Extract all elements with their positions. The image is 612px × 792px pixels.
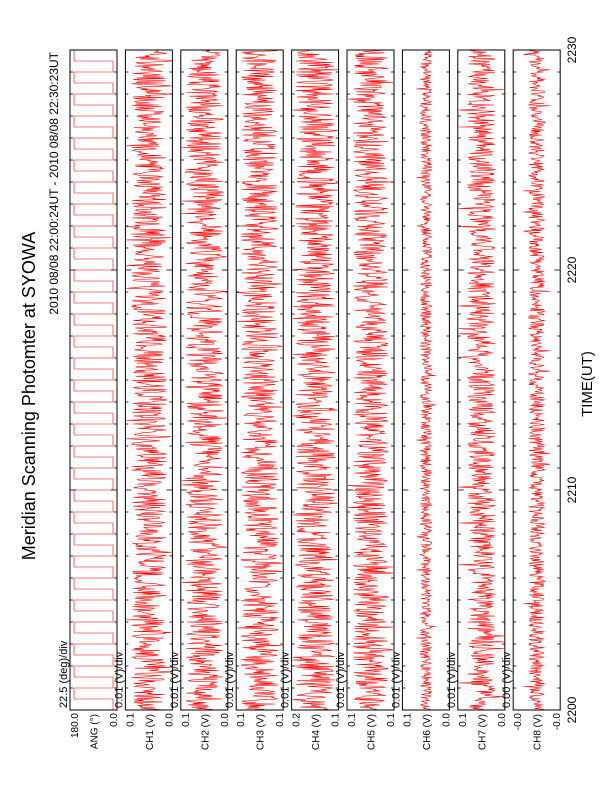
panel-ch3 [224,50,286,750]
scale-label-ch8: 0.00 (V)/div [501,651,514,708]
y-bottom-label-ch5: 0.1 [386,713,397,727]
panel-ch4 [280,50,342,750]
y-top-label-ang: 180.0 [70,713,81,739]
chart-title: Meridian Scanning Photomter at SYOWA [19,231,39,561]
channel-label-ch3: CH3 (V) [255,714,267,751]
panel-ang [58,50,120,749]
y-bottom-label-ch2: 0.0 [219,713,231,727]
series-line-ch4 [293,50,338,710]
y-bottom-label-ch4: 0.1 [330,713,342,727]
y-top-label-ch4: 0.2 [291,713,303,727]
panel-ch1 [113,50,175,750]
x-tick-label-2220: 2220 [565,256,580,284]
y-top-label-ch5: 0.1 [347,713,358,727]
y-top-label-ch1: 0.1 [125,713,137,727]
panel-ch5 [335,50,397,750]
y-bottom-label-ch8: -0.0 [552,713,564,731]
x-axis-label: TIME(UT) [579,351,596,417]
series-line-ang [74,50,113,710]
channel-label-ch7: CH7 (V) [477,714,489,751]
scale-label-ch3: 0.01 (V)/div [224,651,237,708]
series-line-ch1 [126,50,171,710]
series-line-ch3 [237,50,282,710]
scale-label-ch5: 0.01 (V)/div [335,651,347,708]
scale-label-ch1: 0.01 (V)/div [113,651,126,708]
series-line-ch7 [459,50,504,710]
channel-label-ch8: CH8 (V) [532,714,544,751]
y-top-label-ch3: 0.1 [236,713,248,727]
y-bottom-label-ang: 0.0 [109,713,120,727]
channel-label-ch5: CH5 (V) [366,714,378,751]
x-tick-label-2200: 2200 [565,696,580,724]
x-axis-ticks [565,36,579,723]
channel-label-ang: ANG (°) [89,714,101,750]
panels-group [58,50,563,750]
panel-ch6 [390,50,452,750]
scale-label-ang: 22.5 (deg)/div [58,640,70,708]
series-line-ch8 [524,50,550,710]
panel-ch8 [501,50,563,750]
scale-label-ch6: 0.01 (V)/div [390,651,403,708]
scale-label-ch2: 0.01 (V)/div [168,651,181,708]
channel-label-ch1: CH1 (V) [144,714,156,751]
y-bottom-label-ch6: 0.0 [441,713,453,727]
x-tick-label-2210: 2210 [565,476,580,504]
y-top-label-ch8: -0.0 [513,713,525,731]
y-bottom-label-ch3: 0.1 [275,713,287,727]
series-line-ch5 [348,50,393,710]
scale-label-ch7: 0.01 (V)/div [445,651,458,708]
channel-label-ch2: CH2 (V) [200,714,212,751]
y-bottom-label-ch1: 0.0 [164,713,176,727]
y-bottom-label-ch7: 0.0 [496,713,508,727]
time-range-subtitle: 2010 08/08 22:00:24UT - 2010 08/08 22:30:23UT [47,52,61,315]
series-line-ch6 [417,50,436,710]
y-top-label-ch2: 0.1 [180,713,192,727]
y-top-label-ch7: 0.1 [457,713,469,727]
channel-label-ch6: CH6 (V) [421,714,433,751]
x-tick-label-2230: 2230 [565,36,580,64]
channel-label-ch4: CH4 (V) [311,714,323,751]
series-line-ch2 [182,50,227,710]
y-top-label-ch6: 0.1 [402,713,414,727]
panel-ch7 [446,50,508,750]
panel-ch2 [169,50,231,750]
scale-label-ch4: 0.01 (V)/div [279,651,292,708]
